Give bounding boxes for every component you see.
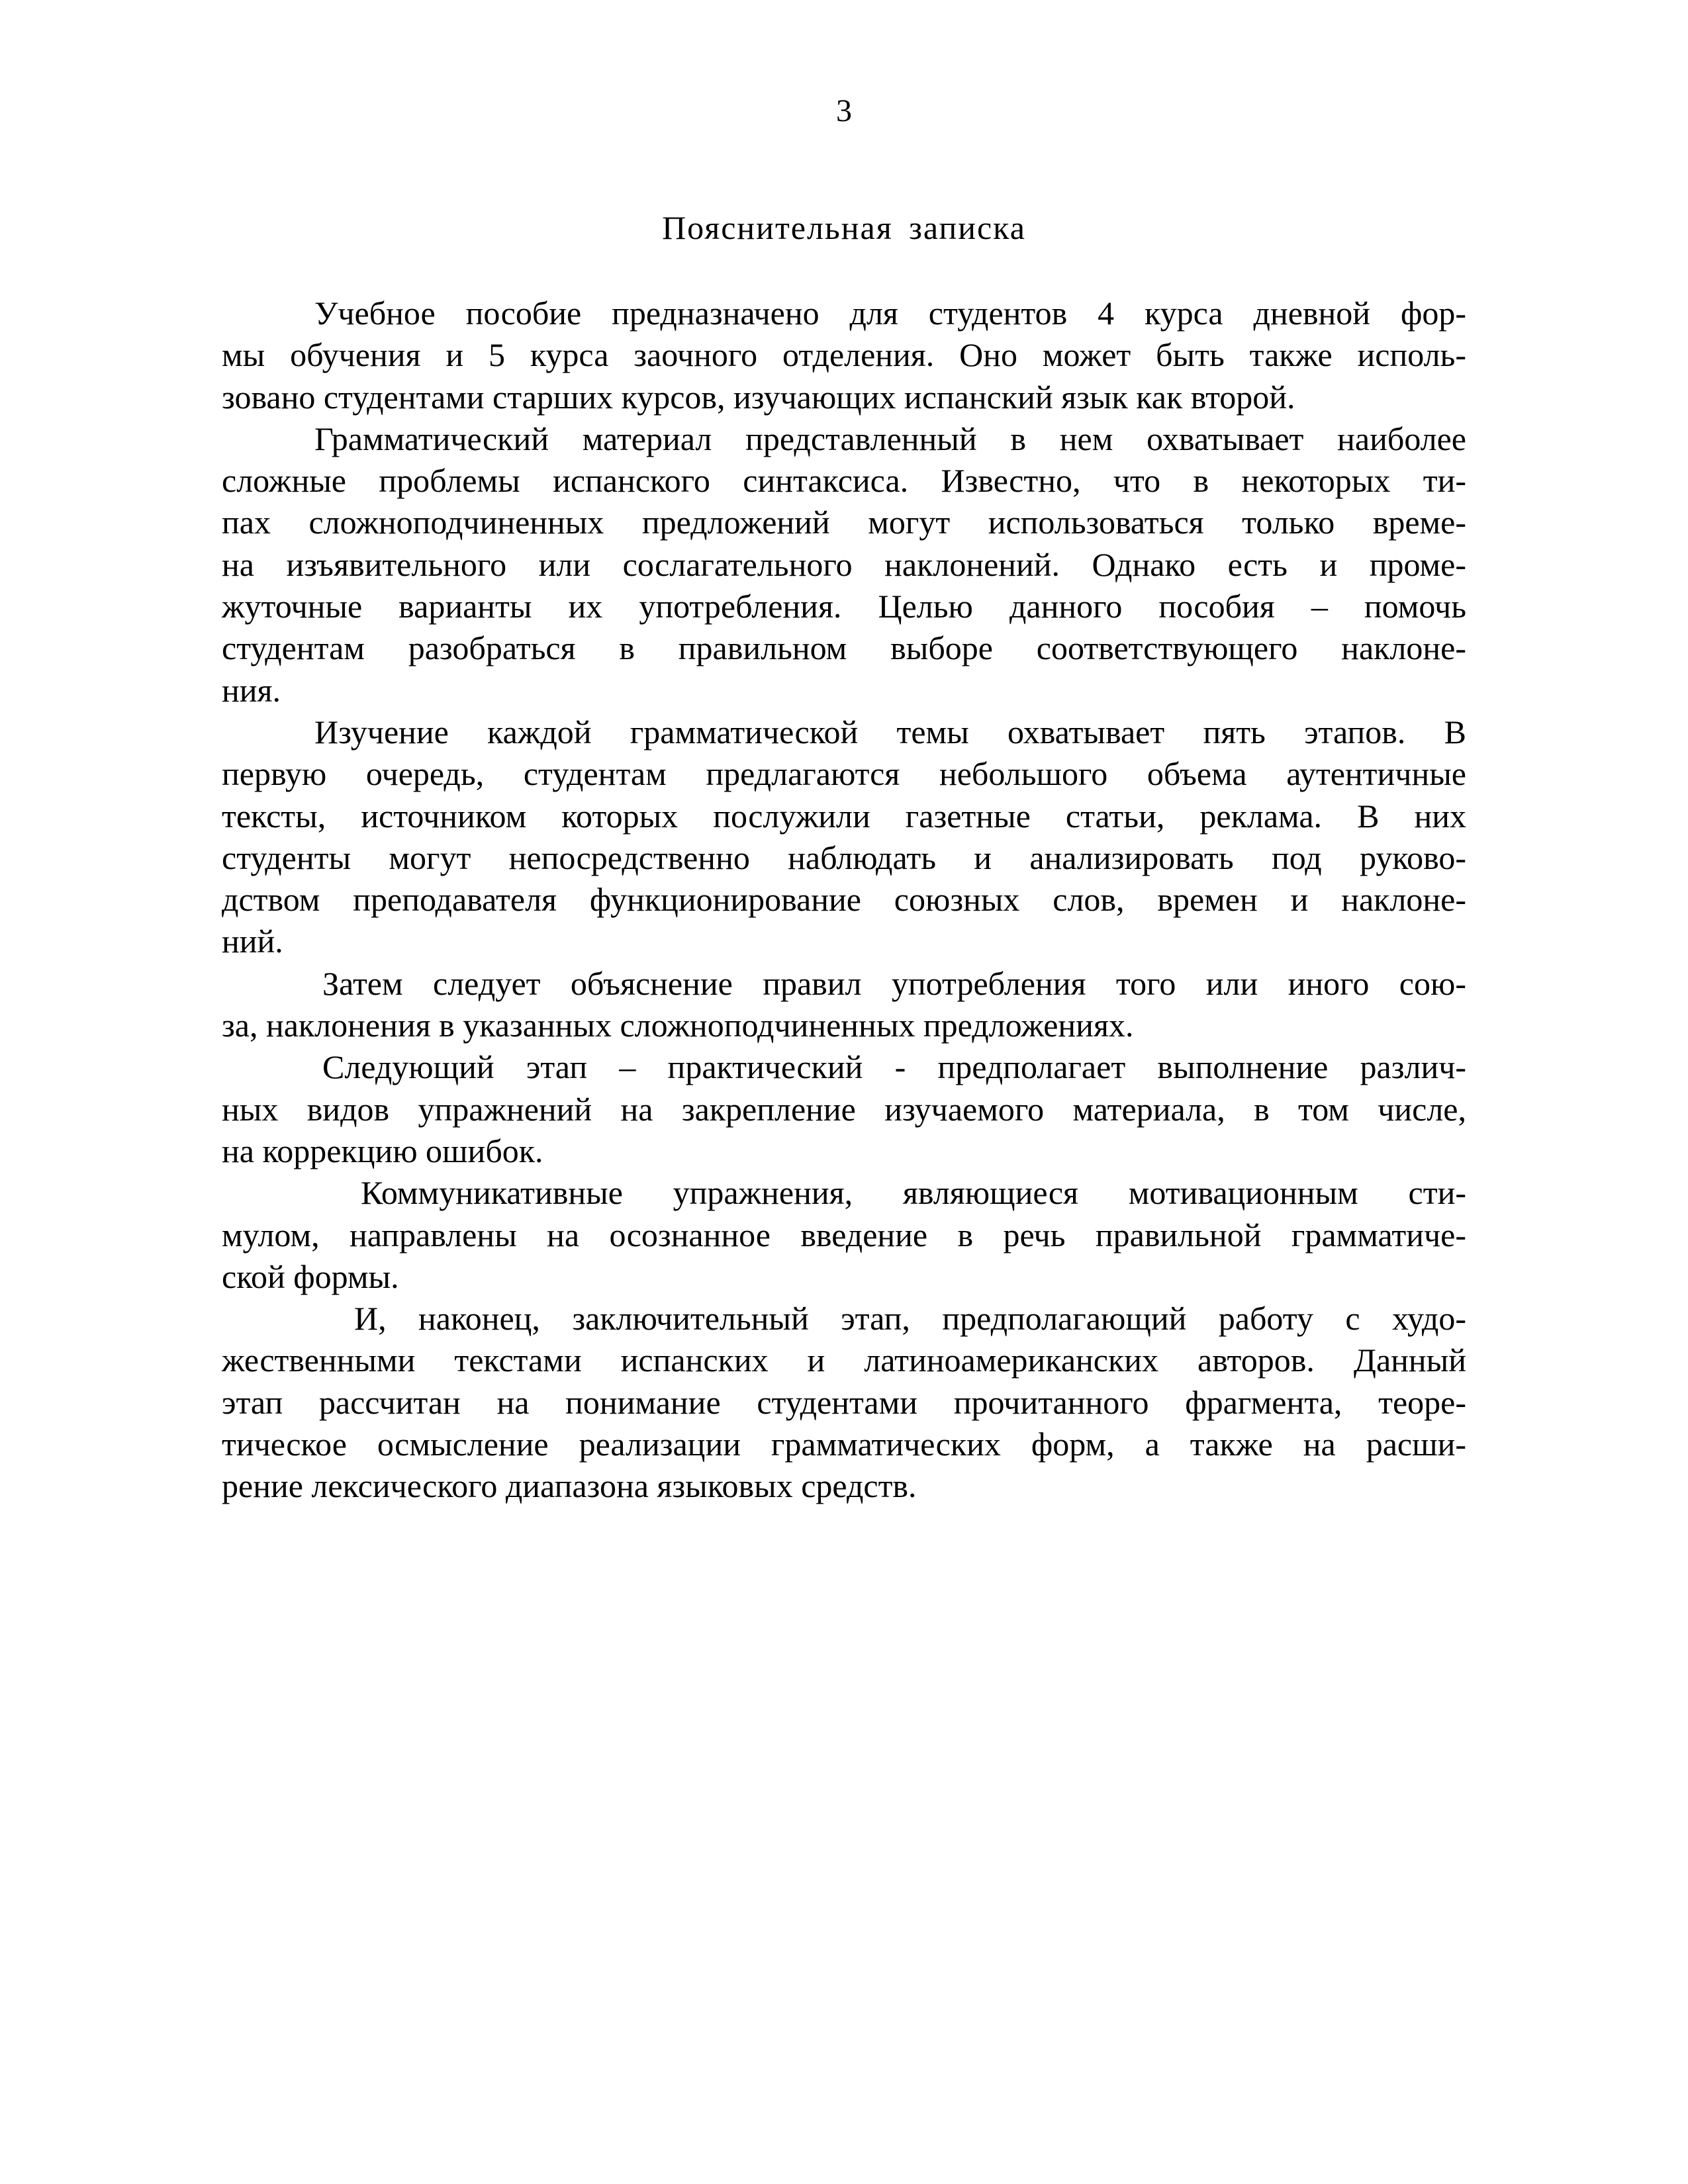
text-line: жуточные варианты их употребления. Целью данного пособия – помочь [222,588,1466,625]
text-line: сложные проблемы испанского синтаксиса. Известно, что в некоторых ти- [222,462,1466,500]
paragraph-intro [222,293,1466,418]
text-line: Учебное пособие предназначено для студентов 4 курса дневной фор- [314,295,1466,332]
text-line: студентам разобраться в правильном выборе соответствующего наклоне- [222,629,1466,667]
text-line: Грамматический материал представленный в нем охватывает наиболее [314,420,1466,457]
text-line: Затем следует объяснение правил употребления того или иного сою- [322,964,1466,1002]
document-body [222,293,1466,1508]
paragraph-practical-stage [222,1046,1466,1172]
text-line: этап рассчитан на понимание студентами прочитанного фрагмента, теоре- [222,1383,1466,1421]
text-line: жественными текстами испанских и латиноамериканских авторов. Данный [222,1342,1466,1379]
text-line: рение лексического диапазона языковых средств. [222,1467,917,1505]
text-line: мулом, направлены на осознанное введение в речь правильной грамматиче- [222,1216,1466,1253]
text-line: мы обучения и 5 курса заочного отделения. Оно может быть также исполь- [222,336,1466,374]
text-line: И, наконец, заключительный этап, предполагающий работу с худо- [354,1300,1466,1338]
text-line: ных видов упражнений на закрепление изучаемого материала, в том числе, [222,1090,1466,1128]
page-number: 3 [836,93,852,128]
text-line: тексты, источником которых послужили газетные статьи, реклама. В них [222,797,1466,835]
paragraph-five-stages [222,711,1466,963]
text-line: тическое осмысление реализации грамматических форм, а также на расши- [222,1426,1466,1463]
page-title: Пояснительная записка [662,209,1026,246]
text-line: студенты могут непосредственно наблюдать и анализировать под руково- [222,839,1466,876]
paragraph-grammar-material [222,418,1466,711]
text-line: ской формы. [222,1257,399,1295]
text-line: Коммуникативные упражнения, являющиеся мотивационным сти- [361,1174,1466,1212]
text-line: за, наклонения в указанных сложноподчиненных предложениях. [222,1007,1134,1044]
paragraph-communicative [222,1172,1466,1298]
text-line: Следующий этап – практический - предполагает выполнение различ- [322,1048,1466,1086]
text-line: на коррекцию ошибок. [222,1132,543,1169]
text-line: Изучение каждой грамматической темы охватывает пять этапов. В [314,713,1466,751]
text-line: ний. [222,923,283,960]
paragraph-final-stage [222,1298,1466,1507]
text-line: первую очередь, студентам предлагаются небольшого объема аутентичные [222,755,1466,793]
text-line: на изъявительного или сослагательного наклонений. Однако есть и проме- [222,545,1466,583]
text-line: пах сложноподчиненных предложений могут использоваться только време- [222,504,1466,541]
text-line: зовано студентами старших курсов, изучающих испанский язык как второй. [222,378,1295,416]
text-line: ния. [222,671,281,709]
paragraph-explanation [222,963,1466,1047]
text-line: дством преподавателя функционирование союзных слов, времен и наклоне- [222,881,1466,919]
